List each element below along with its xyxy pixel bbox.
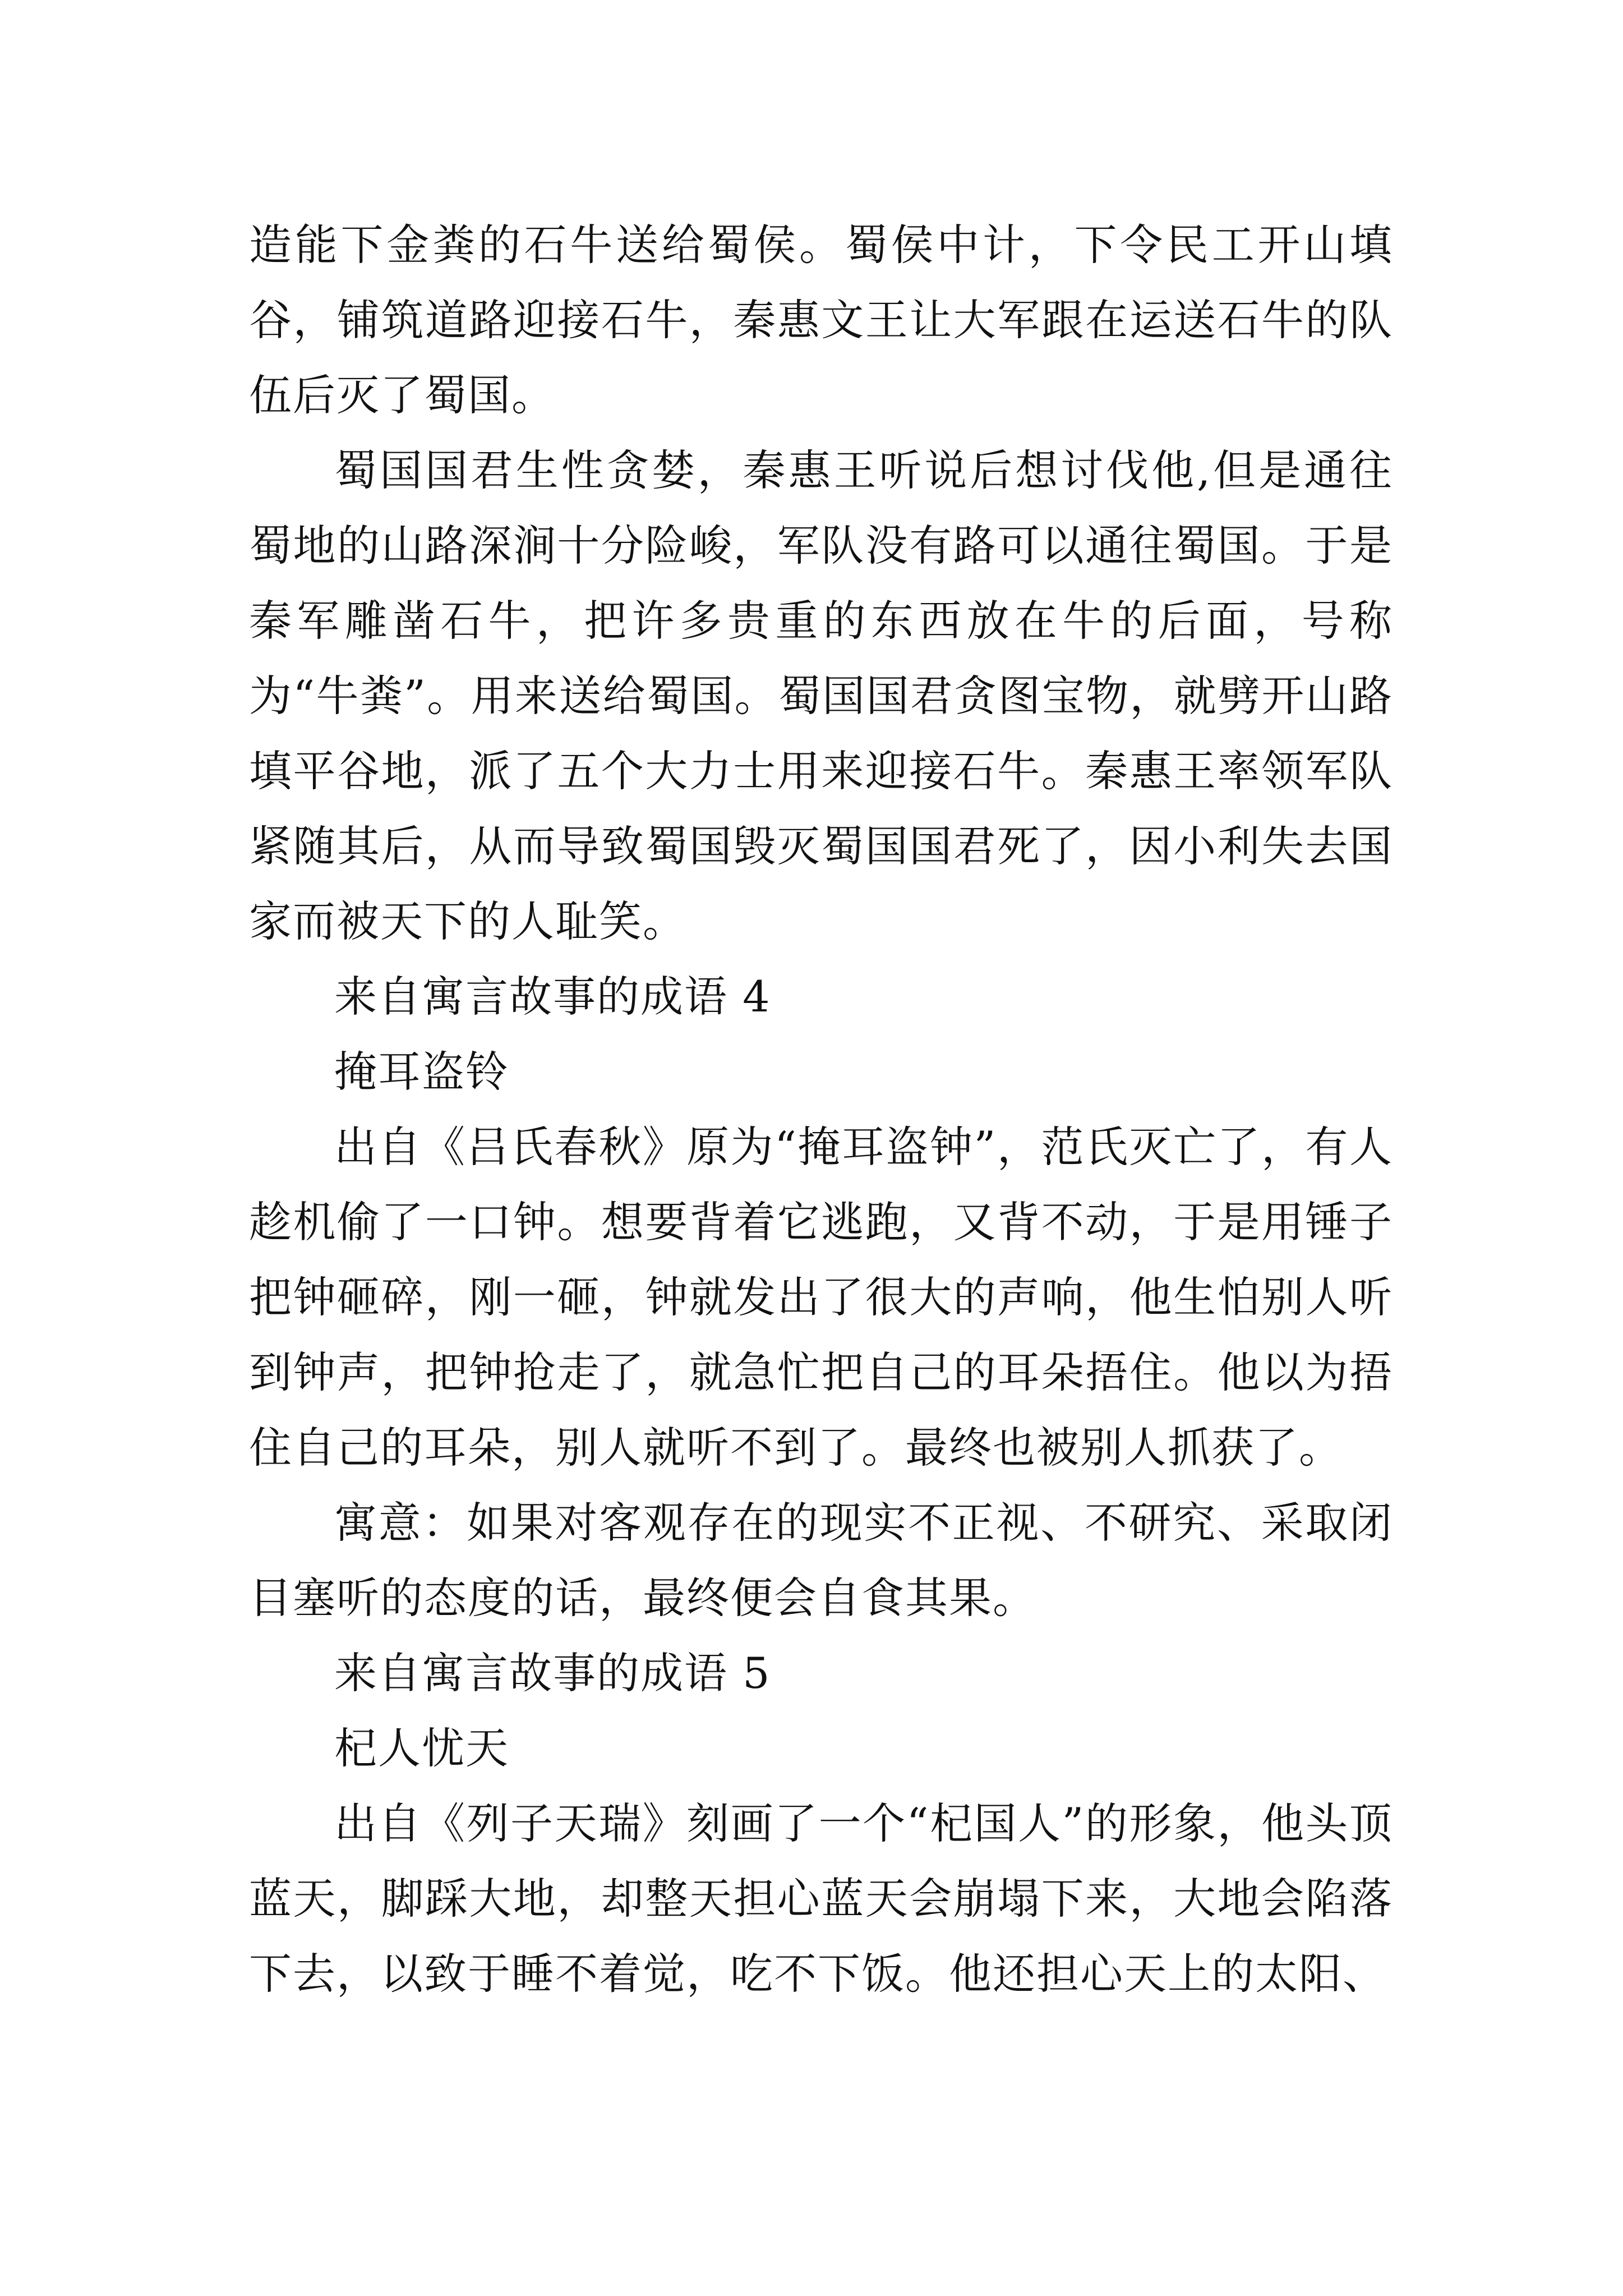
- idiom-title-qi-ren-you-tian: 杞人忧天: [334, 1723, 509, 1773]
- paragraph-shu-story: 蜀国国君生性贪婪，秦惠王听说后想讨伐他,但是通往蜀地的山路深涧十分险峻，军队没有路可以通往蜀国。于是秦军雕凿石牛，把许多贵重的东西放在牛的后面，号称为“牛粪”。用来送给蜀国。蜀国国君贪图宝物，就劈开山路填平谷地，派了五个大力士用来迎接石牛。秦惠王率领军队紧随其后，从而导致蜀国毁灭蜀国国君死了，因小利失去国家而被天下的人耻笑。: [249, 445, 1393, 946]
- document-body: [249, 208, 1393, 2012]
- section-heading-5: 来自寓言故事的成语 5: [334, 1648, 771, 1698]
- paragraph-yan-er-dao-ling: 出自《吕氏春秋》原为“掩耳盗钟”，范氏灭亡了，有人趁机偷了一口钟。想要背着它逃跑，又背不动，于是用锤子把钟砸碎，刚一砸，钟就发出了很大的声响，他生怕别人听到钟声，把钟抢走了，就急忙把自己的耳朵捂住。他以为捂住自己的耳朵，别人就听不到了。最终也被别人抓获了。: [249, 1122, 1393, 1473]
- idiom-title-yan-er-dao-ling: 掩耳盗铃: [334, 1047, 509, 1097]
- paragraph-continued: 造能下金粪的石牛送给蜀侯。蜀侯中计，下令民工开山填谷，铺筑道路迎接石牛，秦惠文王让大军跟在运送石牛的队伍后灭了蜀国。: [249, 220, 1393, 420]
- section-heading-4: 来自寓言故事的成语 4: [334, 972, 771, 1022]
- paragraph-qi-ren-you-tian: 出自《列子天瑞》刻画了一个“杞国人”的形象，他头顶蓝天，脚踩大地，却整天担心蓝天会崩塌下来，大地会陷落下去，以致于睡不着觉，吃不下饭。他还担心天上的太阳、: [249, 1798, 1393, 1999]
- paragraph-moral: 寓意：如果对客观存在的现实不正视、不研究、采取闭目塞听的态度的话，最终便会自食其果。: [249, 1498, 1393, 1623]
